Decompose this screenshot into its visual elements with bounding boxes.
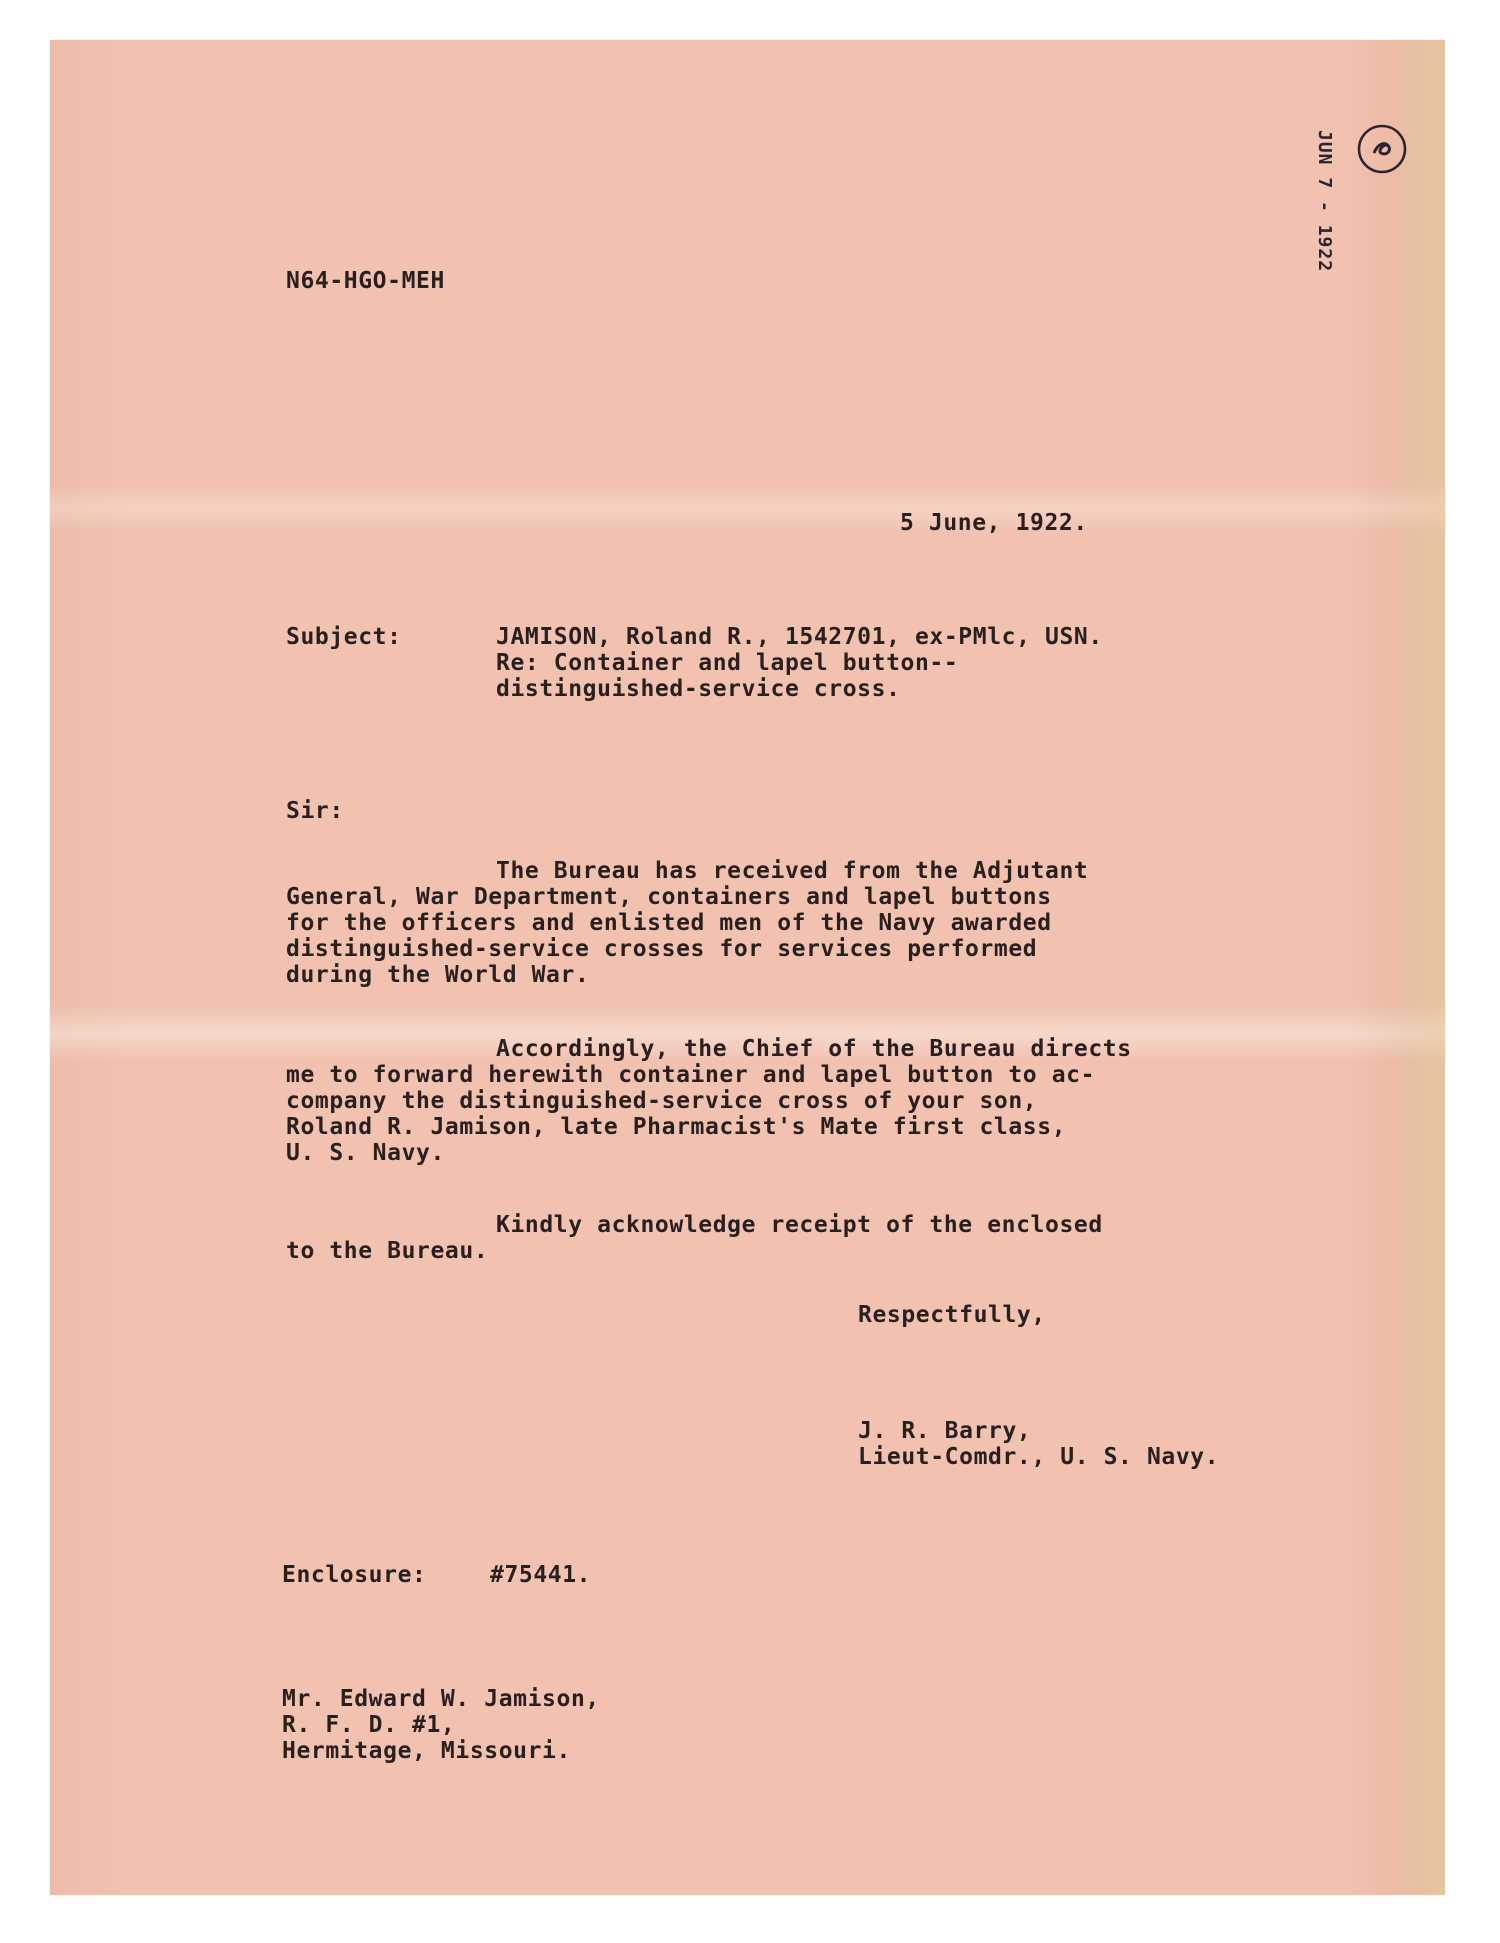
reference-code: N64-HGO-MEH: [286, 268, 445, 294]
addressee-line-2: R. F. D. #1,: [282, 1712, 456, 1738]
body-paragraph-2-line: U. S. Navy.: [286, 1140, 445, 1166]
subject-line-2: Re: Container and lapel button--: [496, 650, 959, 676]
subject-line-3: distinguished-service cross.: [496, 676, 901, 702]
body-paragraph-1-line: during the World War.: [286, 962, 590, 988]
letter-date: 5 June, 1922.: [900, 510, 1088, 536]
body-paragraph-1-line: distinguished-service crosses for services performed: [286, 936, 1038, 962]
body-paragraph-1-line: The Bureau has received from the Adjutant: [496, 858, 1089, 884]
body-paragraph-1-line: for the officers and enlisted men of the Navy awarded: [286, 910, 1052, 936]
body-paragraph-3-line: Kindly acknowledge receipt of the enclosed: [496, 1212, 1103, 1238]
body-paragraph-1-line: General, War Department, containers and lapel buttons: [286, 884, 1052, 910]
signature-name: J. R. Barry,: [858, 1418, 1032, 1444]
received-stamp-date: JUN 7 - 1922: [1314, 130, 1335, 273]
signature-title: Lieut-Comdr., U. S. Navy.: [858, 1444, 1220, 1470]
body-paragraph-2-line: company the distinguished-service cross of your son,: [286, 1088, 1038, 1114]
body-paragraph-3-line: to the Bureau.: [286, 1238, 489, 1264]
subject-label: Subject:: [286, 624, 402, 650]
enclosure-label: Enclosure:: [282, 1562, 427, 1588]
letter-page: [50, 40, 1445, 1895]
addressee-line-3: Hermitage, Missouri.: [282, 1738, 571, 1764]
paper-edge-stain: [1385, 40, 1445, 1895]
enclosure-value: #75441.: [490, 1562, 592, 1588]
received-stamp-circle-icon: [1356, 123, 1408, 175]
body-paragraph-2-line: Accordingly, the Chief of the Bureau directs: [496, 1036, 1132, 1062]
subject-line-1: JAMISON, Roland R., 1542701, ex-PMlc, USN.: [496, 624, 1103, 650]
closing: Respectfully,: [858, 1302, 1046, 1328]
body-paragraph-2-line: me to forward herewith container and lapel button to ac-: [286, 1062, 1096, 1088]
addressee-line-1: Mr. Edward W. Jamison,: [282, 1686, 600, 1712]
salutation: Sir:: [286, 798, 344, 824]
body-paragraph-2-line: Roland R. Jamison, late Pharmacist's Mate first class,: [286, 1114, 1067, 1140]
